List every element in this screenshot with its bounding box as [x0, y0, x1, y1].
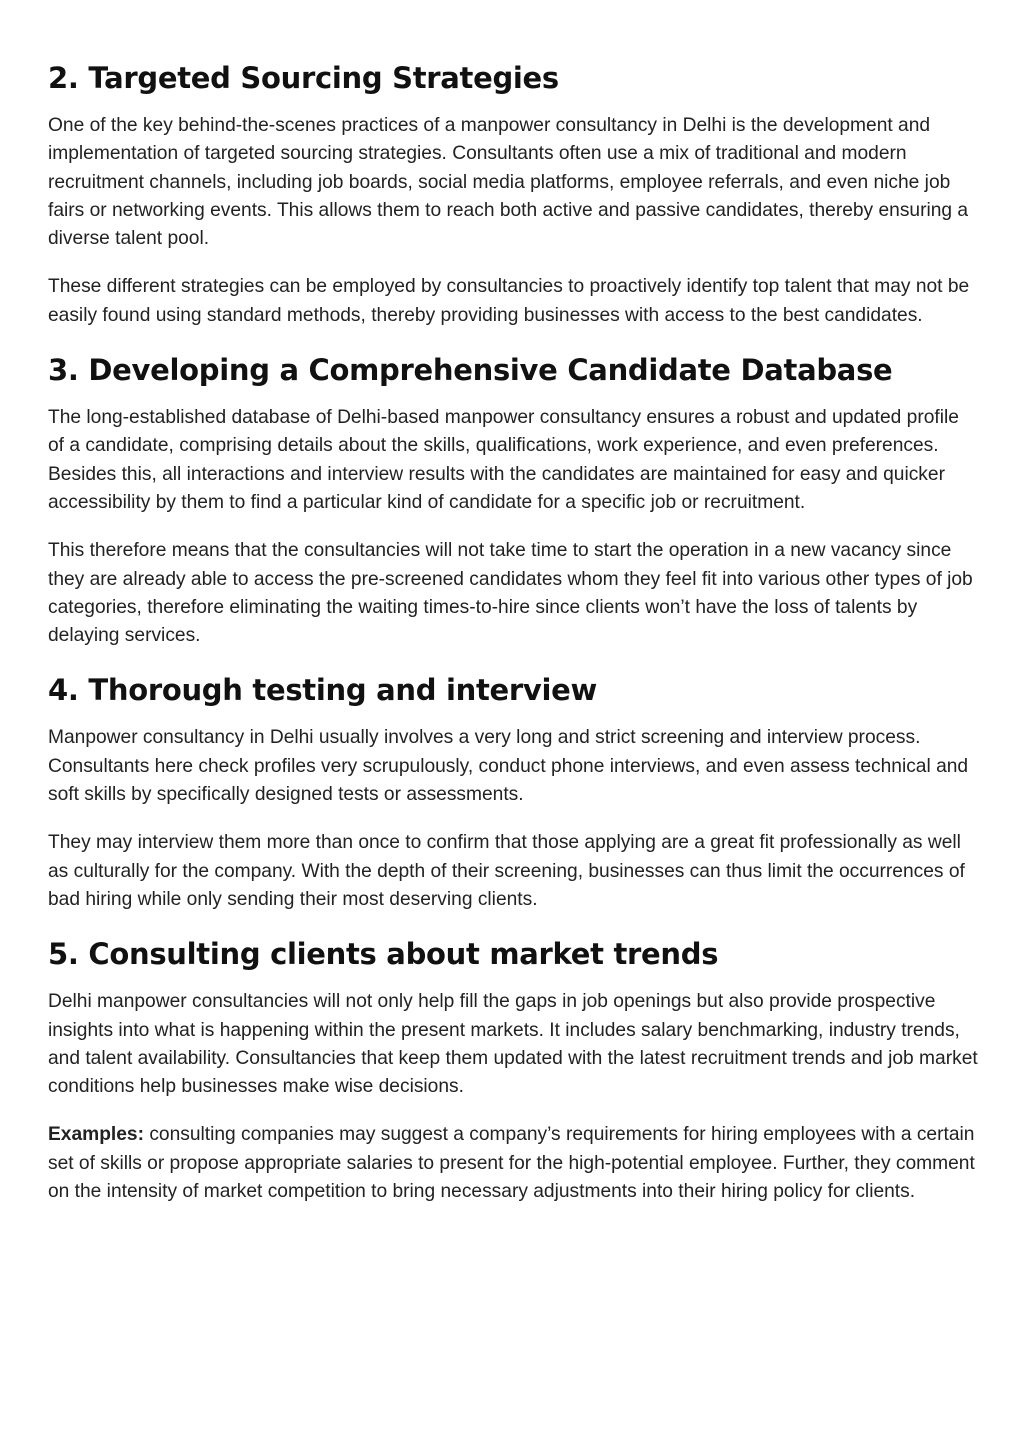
- section-heading: 3. Developing a Comprehensive Candidate Database: [48, 353, 893, 388]
- section-heading: 5. Consulting clients about market trends: [48, 937, 719, 972]
- section-market-trends: [48, 934, 978, 1206]
- paragraph: These different strategies can be employed by consultancies to proactively identify top talent that may not be easily found using standard methods, thereby providing businesses with access to the best candidates.: [48, 276, 970, 326]
- paragraph: Delhi manpower consultancies will not only help fill the gaps in job openings but also provide prospective insights into what is happening within the present markets. It includes salary benchmarking, industry trends, and talent availability. Consultancies that keep them updated with the latest recruitment trends and job market conditions help businesses make wise decisions.: [48, 991, 978, 1098]
- section-heading: 2. Targeted Sourcing Strategies: [48, 61, 559, 95]
- example-text: consulting companies may suggest a company’s requirements for hiring employees with a certain set of skills or propose appropriate salaries to present for the high-potential employee. Further, they comment on the intensity of market competition to bring necessary adjustments into their hiring policy for clients.: [48, 1124, 975, 1203]
- paragraph: They may interview them more than once to confirm that those applying are a great fit professionally as well as culturally for the company. With the depth of their screening, businesses can thus limit the occurrences of bad hiring while only sending their most deserving clients.: [48, 832, 965, 910]
- example-paragraph: [48, 1121, 978, 1206]
- paragraph: Manpower consultancy in Delhi usually involves a very long and strict screening and interview process. Consultants here check profiles very scrupulously, conduct phone interviews, and even assess technical and soft skills by specifically designed tests or assessments.: [48, 727, 969, 806]
- section-testing-interview: [48, 670, 978, 914]
- paragraph: This therefore means that the consultancies will not take time to start the operation in a new vacancy since they are already able to access the pre-screened candidates whom they feel fit into various other types of job categories, therefore eliminating the waiting times-to-hire since clients won’t have the loss of talents by delaying services.: [48, 540, 973, 647]
- section-candidate-database: [48, 350, 978, 650]
- example-label: Examples:: [48, 1124, 144, 1146]
- section-targeted-sourcing: [48, 58, 978, 330]
- paragraph: The long-established database of Delhi-based manpower consultancy ensures a robust and updated profile of a candidate, comprising details about the skills, qualifications, work experience, and even preferences. Besides this, all interactions and interview results with the candidates are maintained for easy and quicker accessibility by them to find a particular kind of candidate for a specific job or recruitment.: [48, 407, 959, 513]
- paragraph: One of the key behind-the-scenes practices of a manpower consultancy in Delhi is the development and implementation of targeted sourcing strategies. Consultants often use a mix of traditional and modern recruitment channels, including job boards, social media platforms, employee referrals, and even niche job fairs or networking events. This allows them to reach both active and passive candidates, thereby ensuring a diverse talent pool.: [48, 115, 969, 250]
- section-heading: 4. Thorough testing and interview: [48, 673, 598, 708]
